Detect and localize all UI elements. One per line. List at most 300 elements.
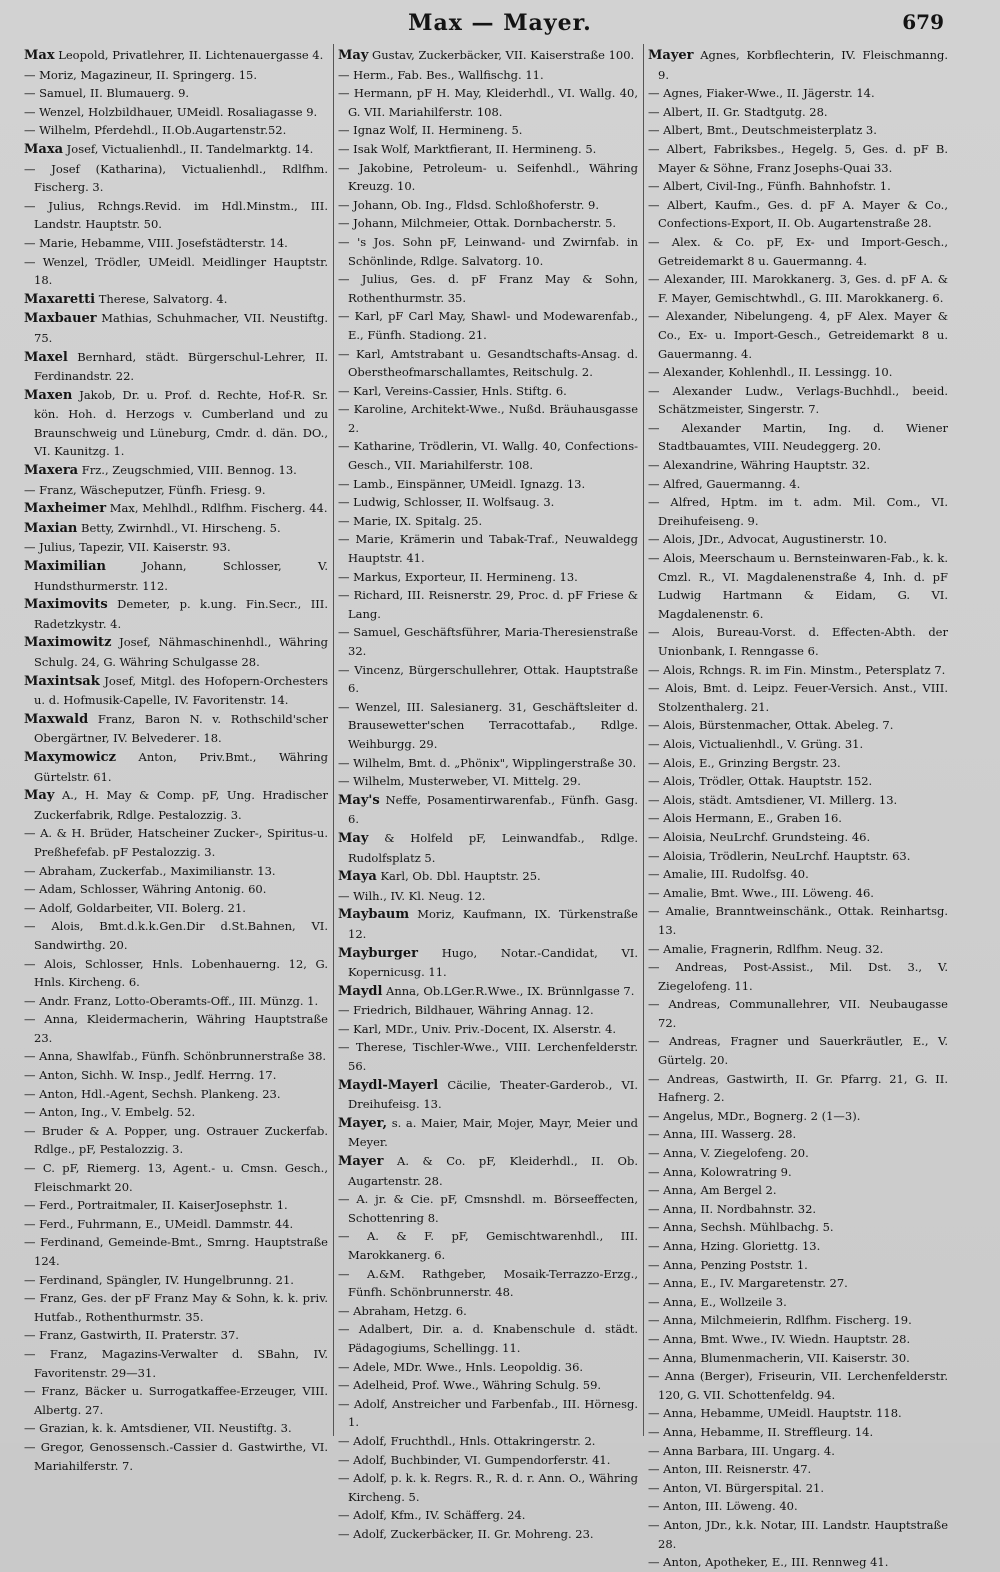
entry-text: Agnes, Korbflechterin, IV. Fleischmanng. 9. [658,48,948,82]
entry-text: — Adalbert, Dir. a. d. Knabenschule d. städt. Pädagogiums, Schellingg. 11. [338,1322,638,1355]
entry-surname: Maximovits [24,597,108,613]
entry-text: — Albert, Kaufm., Ges. d. pF A. Mayer & Co., Confections-Export, II. Ob. Augartenstraße 28. [648,197,948,231]
entry-text: — Alexandrine, Währing Hauptstr. 32. [648,458,871,473]
directory-entry [648,1404,948,1423]
entry-text: Franz, Baron N. v. Rothschild'scher Obergärtner, IV. Belvederег. 18. [34,711,328,746]
entry-text: — Andreas, Post-Assist., Mil. Dst. 3., V. Ziegelofeng. 11. [648,960,948,993]
directory-entry [24,461,328,481]
directory-entry [648,121,948,140]
directory-entry [648,1070,948,1107]
entry-text: — Anton, JDr., k.k. Notar, III. Landstr. Hauptstraße 28. [648,1517,948,1551]
directory-entry [24,1438,328,1475]
directory-entry [24,710,328,748]
entry-text: — 's Jos. Sohn pF, Leinwand- und Zwirnfab. in Schönlinde, Rdlge. Salvatorg. 10. [338,234,638,268]
entry-text: — Amalie, Fragnerin, Rdlfhm. Neug. 32. [648,941,884,956]
column-divider [333,44,334,1436]
entry-text: — Albert, II. Gr. Stadtgutg. 28. [648,104,828,119]
directory-entry [648,46,948,84]
entry-text: — Anton, Hdl.-Agent, Sechsh. Plankeng. 23. [24,1086,281,1101]
entry-text: Bernhard, städt. Bürgerschul-Lehrer, II. Ferdinandstr. 22. [34,349,328,384]
directory-entry [648,1553,948,1572]
entry-text: — Anton, Ing., V. Embelg. 52. [24,1105,196,1120]
entry-text: — Johann, Ob. Ing., Fldsd. Schloßhoferstr. 9. [338,197,599,212]
entry-surname: Maxen [24,387,73,403]
entry-text: — Alois, Bmt.d.k.k.Gen.Dir d.St.Bahnen, VI. Sandwirthg. 20. [24,919,328,952]
directory-entry [648,1274,948,1293]
directory-entry [648,995,948,1032]
entry-surname: Maxheimer [24,501,107,517]
directory-entry [338,196,638,215]
entry-text: — Anna, II. Nordbahnstr. 32. [648,1201,817,1216]
entry-text: Anna, Ob.LGer.R.Wwe., IX. Brünnlgasse 7. [382,983,635,998]
directory-entry [24,992,328,1011]
entry-text: — Wenzel, Holzbildhauer, UMeidl. Rosaliagasse 9. [24,104,318,119]
directory-entry [648,1125,948,1144]
entry-text: — Alex. & Co. pF, Ex- und Import-Gesch., Getreidemarkt 8 u. Gauermanng. 4. [648,234,948,268]
directory-entry [648,1107,948,1126]
entry-text: — Richard, III. Reisnerstr. 29, Proc. d. pF Friese & Lang. [338,588,638,621]
page-header [0,8,1000,42]
entry-text: — A. jr. & Cie. pF, Cmsnshdl. m. Börseeffecten, Schottenring 8. [338,1192,638,1225]
entry-text: — Alois Hermann, E., Graben 16. [648,811,842,826]
directory-entry [648,1367,948,1404]
entry-text: — A. & F. pF, Gemischtwarenhdl., III. Marokkanerg. 6. [338,1229,638,1262]
directory-column-1 [24,46,328,1473]
entry-surname: Max [24,48,55,63]
entry-text: — Alexander, III. Marokkanerg. 3, Ges. d. pF A. & F. Mayer, Gemischtwhdl., G. III. Marokkanerg. 6. [648,272,948,305]
directory-entry [338,214,638,233]
entry-text: Johann, Schlosser, V. Hundsthurmerstr. 112. [34,559,328,593]
directory-entry [338,1038,638,1075]
directory-entry [648,1144,948,1163]
entry-text: — Adolf, p. k. k. Regrs. R., R. d. r. Ann. O., Währing Kircheng. 5. [338,1471,638,1504]
directory-entry [24,1159,328,1196]
entry-text: Mathias, Schuhmacher, VII. Neustiftg. 75. [34,311,328,345]
entry-text: — Anna, E., Wollzeile 3. [648,1294,787,1309]
entry-surname: Maxaretti [24,291,96,307]
directory-entry [648,1032,948,1069]
directory-entry [648,103,948,122]
entry-text: — Anna, Shawlfab., Fünfh. Schönbrunnerstraße 38. [24,1049,327,1064]
entry-text: Karl, Ob. Dbl. Hauptstr. 25. [376,869,541,884]
directory-entry [648,1163,948,1182]
directory-entry [24,103,328,122]
entry-text: — Ferd., Portraitmaler, II. KaiserJosephstr. 1. [24,1198,288,1213]
directory-entry [648,493,948,530]
entry-text: — C. pF, Riemerg. 13, Agent.- u. Cmsn. Gesch., Fleischmarkt 20. [24,1161,328,1194]
entry-text: — Johann, Milchmeier, Ottak. Dornbacherstr. 5. [338,216,617,231]
entry-surname: Maxymowicz [24,749,116,765]
directory-entry [338,1506,638,1525]
entry-text: — Abraham, Zuckerfab., Maximilianstr. 13. [24,863,276,878]
entry-text: — Aloisia, Trödlerin, NeuLrchf. Hauptstr. 63. [648,848,911,863]
entry-text: & Holfeld pF, Leinwandfab., Rdlge. Rudolfsplatz 5. [348,830,638,865]
entry-text: — Anna, Milchmeierin, Rdlfhm. Fischerg. 19. [648,1313,912,1328]
entry-text: — Anna, Am Bergel 2. [648,1183,777,1198]
entry-text: — Karoline, Architekt-Wwe., Nußd. Bräuhausgasse 2. [338,402,638,435]
entry-text: Josef, Mitgl. des Hofopern-Orchesters u. d. Hofmusik-Capelle, IV. Favoritenstr. 14. [34,673,328,708]
entry-text: A., H. May & Comp. pF, Ung. Hradischer Zuckerfabrik, Rdlge. Pestalozzig. 3. [34,788,328,822]
entry-surname: Maybaum [338,907,410,923]
directory-entry [338,1302,638,1321]
directory-entry [648,140,948,177]
directory-entry [24,290,328,310]
directory-entry [338,1020,638,1039]
entry-text: — Adolf, Zuckerbäcker, II. Gr. Mohreng. 23. [338,1526,594,1541]
directory-entry [648,772,948,791]
entry-text: — Franz, Ges. der pF Franz May & Sohn, k. k. priv. Hutfab., Rothenthurmstr. 35. [24,1291,328,1324]
entry-text: — Alfred, Gauermanng. 4. [648,476,801,491]
entry-text: Gustav, Zuckerbäcker, VII. Kaiserstraße 100. [368,48,635,62]
column-divider [643,44,644,1436]
directory-entry [648,884,948,903]
entry-text: — Wilhelm, Bmt. d. „Phönix", Wipplingerstraße 30. [338,755,637,770]
entry-text: — Aloisia, NeuLrchf. Grundsteing. 46. [648,829,871,844]
entry-text: — Friedrich, Bildhauer, Währing Annag. 12. [338,1003,594,1018]
directory-entry [338,982,638,1002]
directory-entry [24,672,328,710]
directory-entry [24,748,328,786]
directory-entry [648,1423,948,1442]
directory-entry [24,499,328,519]
entry-text: — Anna, Blumenmacherin, VII. Kaiserstr. 30. [648,1350,910,1365]
entry-text: — Alexander Ludw., Verlags-Buchhdl., beeid. Schätzmeister, Singerstr. 7. [648,383,948,417]
directory-entry [648,1237,948,1256]
entry-text: — Lamb., Einspänner, UMeidl. Ignazg. 13. [338,476,586,491]
entry-text: — Wenzel, III. Salesianerg. 31, Geschäftsleiter d. Brausewetter'schen Terracottafab., Rdlge. Weihburgg. 29. [338,699,638,751]
entry-text: Jakob, Dr. u. Prof. d. Rechte, Hof-R. Sr. kön. Hoh. d. Herzogs v. Cumberland und zu Braunschweig und Lüneburg, Cmdr. d. dän. DO., VI. Kaunitzg. 1. [34,387,328,459]
directory-entry [24,481,328,500]
entry-text: — Alois, Bmt. d. Leipz. Feuer-Versich. Anst., VIII. Stolzenthalerg. 21. [648,681,948,714]
directory-entry [338,66,638,85]
entry-text: — Karl, Amtstrabant u. Gesandtschafts-Ansag. d. Oberstheofmarschallamtes, Reitschulg. 2. [338,346,638,380]
entry-text: — Anna, III. Wasserg. 28. [648,1127,797,1142]
running-head: Max — Mayer. [408,10,592,36]
directory-entry [24,46,328,66]
entry-text: — Albert, Civil-Ing., Fünfh. Bahnhofstr. 1. [648,179,891,194]
entry-text: — Amalie, Bmt. Wwe., III. Löweng. 46. [648,885,874,900]
entry-text: — Andreas, Fragner und Sauerkräutler, E., V. Gürtelg. 20. [648,1034,948,1068]
entry-text: — Herm., Fab. Bes., Wallfischg. 11. [338,67,544,82]
entry-text: — Karl, pF Carl May, Shawl- und Modewarenfab., E., Fünfh. Stadiong. 21. [338,309,638,342]
directory-entry [648,958,948,995]
directory-entry [338,1001,638,1020]
entry-text: — Amalie, III. Rudolfsg. 40. [648,867,809,882]
entry-text: — Alois, E., Grinzing Bergstr. 23. [648,755,841,770]
entry-text: — Wenzel, Trödler, UMeidl. Meidlinger Hauptstr. 18. [24,254,328,288]
entry-text: Neffe, Posamentirwarenfab., Fünfh. Gasg. 6. [348,792,638,827]
directory-entry [24,1122,328,1159]
entry-text: — Alois, Trödler, Ottak. Hauptstr. 152. [648,774,873,789]
entry-surname: Maydl [338,983,383,999]
directory-entry [24,84,328,103]
entry-text: — A.&M. Rathgeber, Mosaik-Terrazzo-Erzg., Fünfh. Schönbrunnerstr. 48. [338,1266,638,1300]
directory-entry [24,1066,328,1085]
directory-entry [338,437,638,474]
directory-entry [648,940,948,959]
entry-text: — Adolf, Buchbinder, VI. Gumpendorferstr. 41. [338,1452,611,1467]
entry-text: Anton, Priv.Bmt., Währing Gürtelstr. 61. [34,749,328,784]
entry-text: Demeter, p. k.ung. Fin.Secr., III. Radetzkystr. 4. [34,597,328,631]
directory-entry [338,233,638,270]
entry-surname: May [24,788,55,804]
directory-entry [338,1076,638,1114]
entry-text: — Vincenz, Bürgerschullehrer, Ottak. Hauptstraße 6. [338,662,638,696]
directory-entry [338,400,638,437]
entry-text: — Anna, V. Ziegelofeng. 20. [648,1146,809,1161]
directory-entry [24,1289,328,1326]
entry-surname: Maxera [24,463,79,479]
entry-text: A. & Co. pF, Kleiderhdl., II. Ob. Augartenstr. 28. [348,1154,638,1188]
directory-entry [648,196,948,233]
directory-entry [648,679,948,716]
directory-entry [648,754,948,773]
directory-entry [648,791,948,810]
entry-text: — Alexander, Nibelungeng. 4, pF Alex. Mayer & Co., Ex- u. Import-Gesch., Getreidemarkt 8 u. Gauermanng. 4. [648,309,948,361]
entry-text: — Gregor, Genossensch.-Cassier d. Gastwirthe, VI. Mariahilferstr. 7. [24,1439,328,1473]
directory-entry [648,1311,948,1330]
entry-text: — Samuel, II. Blumauerg. 9. [24,86,190,101]
directory-entry [338,1190,638,1227]
directory-entry [648,809,948,828]
entry-text: — Franz, Magazins-Verwalter d. SBahn, IV. Favoritenstr. 29—31. [24,1346,328,1380]
directory-entry [648,456,948,475]
directory-entry [338,46,638,66]
entry-text: — Ludwig, Schlosser, II. Wolfsaug. 3. [338,495,555,510]
entry-text: — Anna, Penzing Poststr. 1. [648,1257,808,1272]
directory-entry [24,595,328,633]
entry-text: — Katharine, Trödlerin, VI. Wallg. 40, Confections-Gesch., VII. Mariahilferstr. 108. [338,439,638,473]
entry-text: — Karl, Vereins-Cassier, Hnls. Stiftg. 6. [338,383,567,398]
entry-surname: Maxwald [24,711,89,727]
directory-entry [24,1047,328,1066]
directory-entry [24,633,328,671]
directory-entry [648,902,948,939]
directory-entry [338,121,638,140]
directory-entry [24,160,328,197]
directory-entry [338,944,638,982]
entry-surname: Maydl-Mayerl [338,1077,439,1093]
entry-text: — Amalie, Branntweinschänk., Ottak. Reinhartsg. 13. [648,904,948,937]
directory-entry [24,1345,328,1382]
directory-entry [338,623,638,660]
entry-text: — Anna, E., IV. Margaretenstr. 27. [648,1276,848,1291]
entry-surname: Mayburger [338,945,418,961]
entry-text: — Alois, Meerschaum u. Bernsteinwaren-Fab., k. k. Cmzl. R., VI. Magdalenenstraße 4, Inh. d. pF Ludwig Hartmann & Eidam, G. VI. Magdalenenstr. 6. [648,551,948,621]
entry-text: — Anna, Hebamme, UMeidl. Hauptstr. 118. [648,1406,902,1421]
directory-entry [24,880,328,899]
directory-entry [648,1181,948,1200]
directory-entry [338,1320,638,1357]
directory-entry [648,475,948,494]
directory-entry [338,345,638,382]
entry-text: — Franz, Gastwirth, II. Praterstr. 37. [24,1328,239,1343]
entry-text: — Anna (Berger), Friseurin, VII. Lerchenfelderstr. 120, G. VII. Schottenfeldg. 94. [648,1369,948,1402]
entry-text: — Alois, Schlosser, Hnls. Lobenhauerng. 12, G. Hnls. Kircheng. 6. [24,956,328,990]
directory-entry [338,1152,638,1190]
directory-entry [338,307,638,344]
entry-text: Therese, Salvatorg. 4. [95,291,228,306]
directory-entry [338,84,638,121]
entry-text: — Franz, Bäcker u. Surrogatkaffee-Erzeuger, VIII. Albertg. 27. [24,1384,328,1417]
directory-entry [648,1460,948,1479]
directory-entry [24,862,328,881]
directory-entry [338,382,638,401]
directory-entry [24,197,328,234]
directory-entry [338,270,638,307]
directory-entry [648,233,948,270]
directory-entry [338,661,638,698]
directory-entry [338,530,638,567]
entry-text: — Adolf, Goldarbeiter, VII. Bolerg. 21. [24,900,246,915]
entry-text: Josef, Victualienhdl., II. Tandelmarktg. 14. [63,141,314,156]
directory-entry [648,530,948,549]
directory-entry [338,1265,638,1302]
directory-entry [24,140,328,160]
entry-surname: Mayer [648,48,694,63]
directory-entry [338,512,638,531]
entry-text: — Marie, Hebamme, VIII. Josefstädterstr. 14. [24,235,288,250]
directory-entry [24,1419,328,1438]
directory-entry [648,1293,948,1312]
entry-text: — Marie, IX. Spitalg. 25. [338,513,483,528]
entry-text: — Alois, Victualienhdl., V. Grüng. 31. [648,736,864,751]
directory-entry [24,955,328,992]
entry-text: Max, Mehlhdl., Rdlfhm. Fischerg. 44. [106,501,328,516]
directory-entry [338,1227,638,1264]
directory-entry [648,865,948,884]
entry-text: — Angelus, MDr., Bognerg. 2 (1—3). [648,1108,861,1123]
directory-entry [338,1358,638,1377]
entry-text: Hugo, Notar.-Candidat, VI. Kopernicusg. 11. [348,945,638,980]
entry-text: — Alois, Bürstenmacher, Ottak. Abeleg. 7. [648,718,894,733]
entry-text: — Alois, Bureau-Vorst. d. Effecten-Abth. der Unionbank, I. Renngasse 6. [648,625,948,658]
directory-entry [338,829,638,867]
entry-text: — Bruder & A. Popper, ung. Ostrauer Zuckerfab. Rdlge., pF, Pestalozzig. 3. [24,1123,328,1157]
entry-text: — Wilhelm, Musterweber, VI. Mittelg. 29. [338,774,581,789]
directory-entry [24,1010,328,1047]
entry-text: — Adolf, Fruchthdl., Hnls. Ottakringerstr. 2. [338,1433,596,1448]
entry-text: — Anton, III. Löweng. 40. [648,1499,798,1514]
entry-text: — Alfred, Hptm. im t. adm. Mil. Com., VI. Dreihufeisеng. 9. [648,495,948,528]
entry-text: — A. & H. Brüder, Hatscheiner Zucker-, Spiritus-u. Preßhefefab. pF Pestalozzig. 3. [24,826,328,859]
entry-text: — Ferdinand, Gemeinde-Bmt., Smrng. Hauptstraße 124. [24,1235,328,1268]
directory-entry [338,1432,638,1451]
entry-text: — Adolf, Kfm., IV. Schäfferg. 24. [338,1508,526,1523]
entry-text: — Anna, Sechsh. Mühlbachg. 5. [648,1220,834,1235]
directory-entry [338,493,638,512]
directory-entry [24,557,328,595]
page-number: 679 [902,10,944,34]
directory-entry [648,1497,948,1516]
entry-text: — Anna, Hzing. Gloriettg. 13. [648,1239,821,1253]
entry-text: — Anna, Bmt. Wwe., IV. Wiedn. Hauptstr. 28. [648,1331,911,1346]
entry-text: — Anna, Kleidermacherin, Währing Hauptstraße 23. [24,1012,328,1045]
entry-text: Cäcilie, Theater-Garderob., VI. Dreihufeisg. 13. [348,1077,638,1112]
directory-entry [648,1479,948,1498]
entry-text: — Alexander, Kohlenhdl., II. Lessingg. 10. [648,365,893,380]
entry-text: — Ignaz Wolf, II. Hermineng. 5. [338,123,523,138]
entry-text: — Julius, Tapezir, VII. Kaiserstr. 93. [24,540,231,555]
directory-entry [338,140,638,159]
entry-surname: Mayer [338,1154,384,1170]
directory-entry [648,270,948,307]
entry-text: — Anna Barbara, III. Ungarg. 4. [648,1443,835,1458]
directory-entry [338,1114,638,1152]
directory-entry [648,1516,948,1553]
entry-text: — Anton, Sichh. W. Insp., Jedlf. Herrng. 17. [24,1068,277,1083]
entry-text: — Anton, III. Reisnerstr. 47. [648,1462,812,1477]
directory-entry [338,1469,638,1506]
entry-text: Betty, Zwirnhdl., VI. Hirscheng. 5. [77,520,281,535]
directory-entry [338,475,638,494]
entry-surname: Maxian [24,520,78,536]
entry-surname: Maxa [24,141,63,157]
entry-text: s. a. Maier, Mair, Mojer, Mayr, Meier und Meyer. [348,1115,638,1150]
entry-text: — Moriz, Magazineur, II. Springerg. 15. [24,67,257,82]
directory-entry [338,1451,638,1470]
directory-column-2 [338,46,638,1541]
entry-surname: Maximilian [24,559,106,575]
directory-entry [648,1349,948,1368]
entry-text: — Adelheid, Prof. Wwe., Währing Schulg. 59. [338,1378,602,1393]
entry-text: — Anna, Hebamme, II. Streffleurg. 14. [648,1424,874,1439]
entry-surname: Mayer, [338,1115,388,1131]
directory-entry [648,363,948,382]
entry-text: — Julius, Ges. d. pF Franz May & Sohn, Rothenthurmstr. 35. [338,272,638,305]
entry-text: — Samuel, Geschäftsführer, Maria-Theresienstraße 32. [338,625,638,658]
entry-text: — Albert, Fabriksbes., Hegelg. 5, Ges. d. pF B. Mayer & Söhne, Franz Josephs-Quai 33. [648,141,948,175]
directory-entry [24,917,328,954]
entry-text: — Marie, Krämerin und Tabak-Traf., Neuwaldegg Hauptstr. 41. [338,532,638,566]
entry-surname: Maya [338,869,377,885]
entry-text: — Abraham, Hetzg. 6. [338,1303,467,1318]
entry-text: — Hermann, pF H. May, Kleiderhdl., VI. Wallg. 40, G. VII. Mariahilferstr. 108. [338,86,638,119]
directory-entry [338,1525,638,1544]
entry-surname: Maxintsak [24,673,100,689]
directory-entry [648,1330,948,1349]
directory-entry [648,661,948,680]
entry-text: — Isak Wolf, Marktfierant, II. Hermineng. 5. [338,141,597,156]
directory-entry [338,1376,638,1395]
entry-surname: Maxel [24,349,68,365]
directory-entry [24,253,328,290]
entry-text: — Franz, Wäscheputzer, Fünfh. Friesg. 9. [24,482,266,497]
directory-entry [648,716,948,735]
entry-surname: May [338,830,369,846]
directory-entry [648,1256,948,1275]
directory-entry [338,867,638,887]
directory-entry [338,1395,638,1432]
entry-text: — Therese, Tischler-Wwe., VIII. Lerchenfelderstr. 56. [338,1040,638,1074]
entry-text: — Wilh., IV. Kl. Neug. 12. [338,888,486,903]
directory-entry [24,66,328,85]
entry-text: — Andreas, Communallehrer, VII. Neubaugasse 72. [648,997,948,1030]
directory-entry [648,84,948,103]
entry-text: — Adele, MDr. Wwe., Hnls. Leopoldig. 36. [338,1359,584,1374]
entry-text: — Grazian, k. k. Amtsdiener, VII. Neustiftg. 3. [24,1421,292,1436]
directory-entry [338,772,638,791]
directory-entry [24,1326,328,1345]
entry-text: — Alois, Rchngs. R. im Fin. Minstm., Petersplatz 7. [648,662,946,677]
directory-entry [24,1382,328,1419]
directory-entry [24,1085,328,1104]
directory-entry [648,382,948,419]
entry-text: — Alexander Martin, Ing. d. Wiener Stadtbauamtes, VIII. Neudeggerg. 20. [648,420,948,454]
entry-text: — Alois, städt. Amtsdiener, VI. Millerg. 13. [648,792,898,807]
entry-text: — Adolf, Anstreicher und Farbenfab., III. Hörnesg. 1. [338,1396,638,1430]
directory-entry [338,586,638,623]
